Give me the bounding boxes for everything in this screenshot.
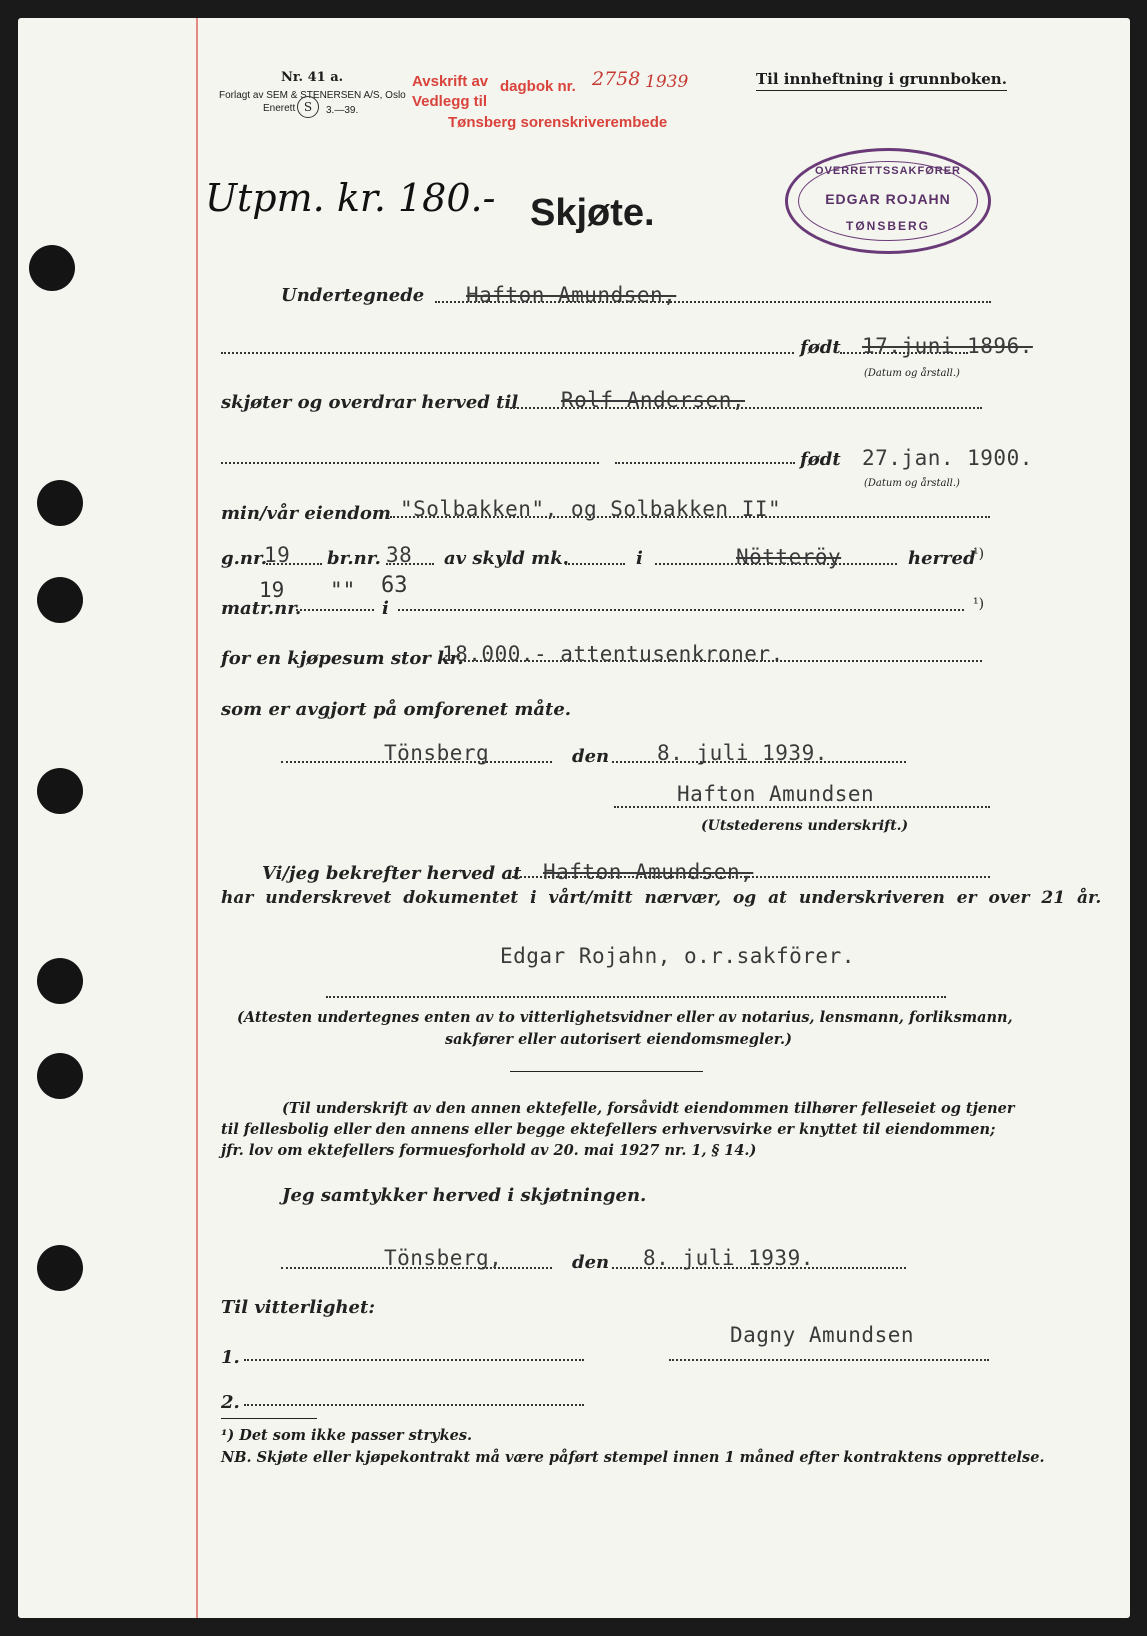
avgjort-text: som er avgjort på omforenet måte.: [221, 699, 572, 720]
vitterlighet-label: Til vitterlighet:: [221, 1297, 375, 1318]
grunnbok-heading: Til innheftning i grunnboken.: [756, 70, 1007, 91]
date-2: 8. juli 1939.: [643, 1246, 814, 1270]
spouse-note-2: til fellesbolig eller den annens eller begge ektefellers erhvervsvirke er knyttet til eiendommen;: [221, 1121, 996, 1138]
gnr-value: 19: [264, 543, 291, 567]
publisher-logo: S: [297, 96, 319, 118]
kjopesum-label: for en kjøpesum stor kr.: [221, 648, 464, 669]
footnote-mark-2: ¹): [973, 596, 985, 612]
brnr-value: 38: [386, 543, 413, 567]
dagbok-year: 1939: [645, 72, 689, 92]
skyld-label: av skyld mk.: [444, 548, 569, 569]
place-1: Tönsberg: [384, 741, 490, 765]
samtykker-text: Jeg samtykker herved i skjøtningen.: [282, 1185, 647, 1206]
punch-hole: [37, 577, 83, 623]
i-label-1: i: [636, 548, 643, 569]
attest-note-2: sakfører eller autorisert eiendomsmegler.): [445, 1031, 792, 1048]
document-title: Skjøte.: [530, 192, 655, 234]
i-label-2: i: [382, 598, 389, 619]
herred-label: herred: [908, 548, 976, 569]
eiendom-label: min/vår eiendom: [221, 503, 391, 524]
footnote-rule: [221, 1418, 317, 1419]
punch-hole: [37, 1053, 83, 1099]
datum-caption-2: (Datum og årstall.): [864, 478, 960, 489]
herred-value: Nötteröy: [736, 545, 842, 569]
red-stamp-dagbok: dagbok nr.: [500, 78, 576, 95]
witness-line-2-label: 2.: [221, 1392, 240, 1413]
extra-brnr: 63: [381, 573, 408, 598]
fodt2-value: 27.jan. 1900.: [862, 446, 1033, 470]
signature-1: Hafton Amundsen: [677, 782, 875, 806]
underskrevet-text: har underskrevet dokumentet i vårt/mitt nærvær, og at underskriveren er over 21 år.: [221, 888, 1102, 908]
place-2: Tönsberg,: [384, 1246, 503, 1270]
publisher: Forlagt av SEM & STENERSEN A/S, Oslo: [219, 90, 406, 101]
undertegnede-value: Hafton Amundsen,: [466, 283, 677, 307]
kjopesum-value: 18.000.- attentusenkroner.: [442, 642, 784, 666]
red-stamp-avskrift: Avskrift av: [412, 73, 489, 90]
separator: [510, 1071, 703, 1072]
utsteder-caption: (Utstederens underskrift.): [701, 818, 909, 834]
bekrefter-label: Vi/jeg bekrefter herved at: [262, 863, 522, 884]
witness-signature: Edgar Rojahn, o.r.sakförer.: [500, 944, 855, 968]
punch-hole: [29, 245, 75, 291]
form-number: Nr. 41 a.: [281, 70, 344, 85]
datum-caption-1: (Datum og årstall.): [864, 368, 960, 379]
extra-ditto: "": [330, 578, 356, 602]
handwritten-fee: Utpm. kr. 180.-: [205, 176, 496, 220]
matr-label: matr.nr.: [221, 598, 302, 619]
den-label-2: den: [572, 1252, 610, 1273]
lawyer-stamp: OVERRETTSSAKFØRER EDGAR ROJAHN TØNSBERG: [785, 148, 991, 254]
dagbok-number: 2758: [592, 68, 641, 90]
footnote-mark-1: ¹): [973, 546, 985, 562]
punch-hole: [37, 480, 83, 526]
spouse-note-3: jfr. lov om ektefellers formuesforhold av 20. mai 1927 nr. 1, § 14.): [221, 1142, 757, 1159]
enerett: Enerett: [263, 103, 296, 114]
fodt2-label: født: [800, 449, 841, 470]
footnote-nb: NB. Skjøte eller kjøpekontrakt må være påført stempel innen 1 måned efter kontraktens opprettelse.: [221, 1449, 1045, 1466]
document-page: [18, 18, 1130, 1618]
den-label-1: den: [572, 746, 610, 767]
date-1: 8. juli 1939.: [657, 741, 828, 765]
footnote-1: ¹) Det som ikke passer strykes.: [221, 1427, 473, 1444]
red-stamp-office: Tønsberg sorenskriverembede: [448, 114, 668, 131]
fodt1-label: født: [800, 337, 841, 358]
witness-line-1-label: 1.: [221, 1347, 240, 1368]
punch-hole: [37, 768, 83, 814]
date-code: 3.—39.: [326, 105, 359, 116]
signature-2: Dagny Amundsen: [730, 1323, 915, 1347]
margin-rule: [196, 18, 198, 1618]
brnr-label: br.nr.: [327, 548, 381, 569]
extra-gnr: 19: [259, 578, 285, 602]
red-stamp-vedlegg: Vedlegg til: [412, 93, 488, 110]
punch-hole: [37, 1245, 83, 1291]
fodt1-value: 17.juni 1896.: [862, 334, 1033, 358]
skjoter-label: skjøter og overdrar herved til: [221, 392, 519, 413]
eiendom-value: "Solbakken", og Solbakken II": [400, 497, 782, 521]
spouse-note-1: (Til underskrift av den annen ektefelle, forsåvidt eiendommen tilhører felleseiet og tjener: [282, 1100, 1015, 1117]
skjoter-value: Rolf Andersen,: [561, 388, 746, 412]
punch-hole: [37, 958, 83, 1004]
attest-note-1: (Attesten undertegnes enten av to vitterlighetsvidner eller av notarius, lensmann, forliksmann,: [237, 1009, 1013, 1026]
bekrefter-value: Hafton Amundsen,: [543, 860, 754, 884]
undertegnede-label: Undertegnede: [281, 285, 425, 306]
gnr-label: g.nr.: [221, 548, 268, 569]
